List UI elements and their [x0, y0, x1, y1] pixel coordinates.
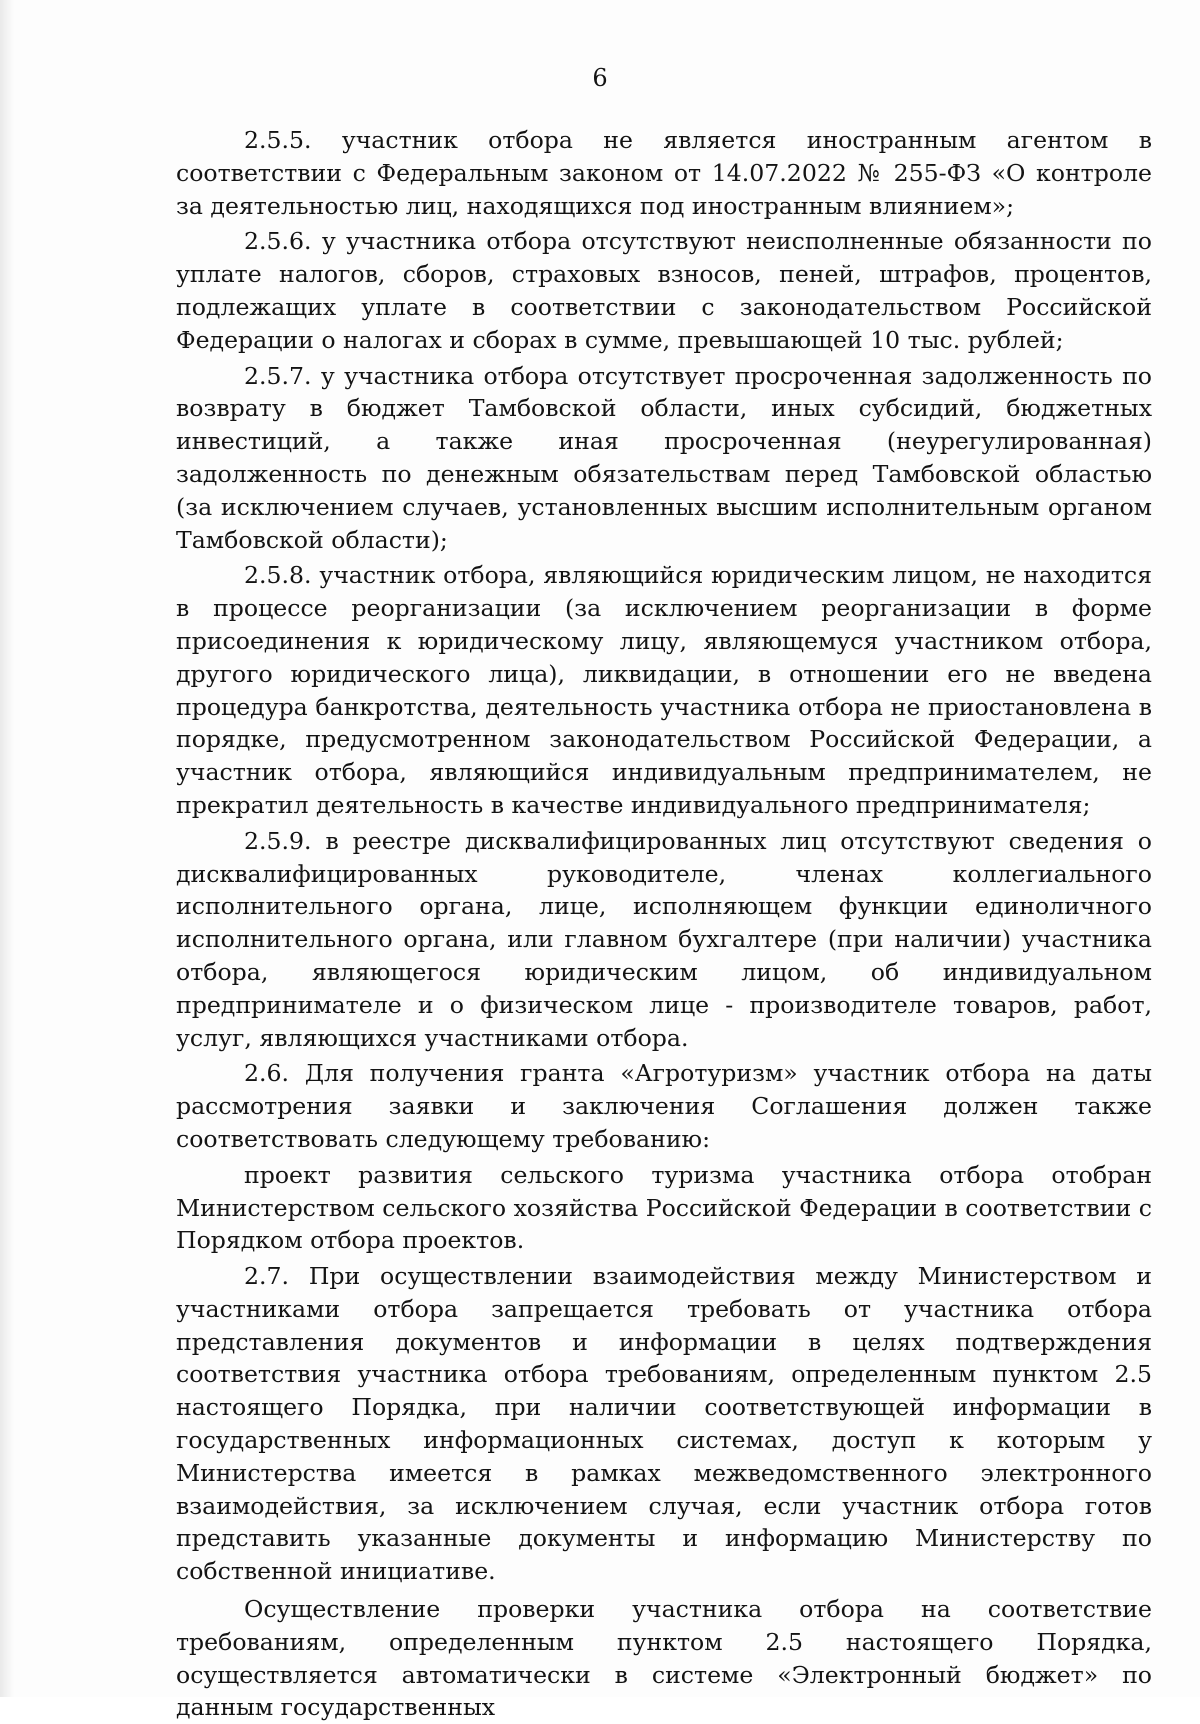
paragraph-2-5-7: 2.5.7. у участника отбора отсутствует просроченная задолженность по возврату в бюджет Тамбовской области, иных субсидий, бюджетных инвестиций, а также иная просроченная (неурегулированная) задолженность по денежным обязательствам перед Тамбовской областью (за исключением случаев, установленных высшим исполнительным органом Тамбовской области);: [176, 361, 1152, 554]
page-number: 6: [592, 64, 608, 92]
paragraph-2-5-9: 2.5.9. в реестре дисквалифицированных лиц отсутствуют сведения о дисквалифицированных руководителе, членах коллегиального исполнительного органа, лице, исполняющем функции единоличного исполнительного органа, или главном бухгалтере (при наличии) участника отбора, являющегося юридическим лицом, об индивидуальном предпринимателе и о физическом лице - производителе товаров, работ, услуг, являющихся участниками отбора.: [176, 826, 1152, 1052]
paragraph-2-7: 2.7. При осуществлении взаимодействия между Министерством и участниками отбора запрещается требовать от участника отбора представления документов и информации в целях подтверждения соответствия участника отбора требованиям, определенным пунктом 2.5 настоящего Порядка, при наличии соответствующей информации в государственных информационных системах, доступ к которым у Министерства имеется в рамках межведомственного электронного взаимодействия, за исключением случая, если участник отбора готов представить указанные документы и информацию Министерству по собственной инициативе.: [176, 1262, 1152, 1586]
paragraph-2-5-6: 2.5.6. у участника отбора отсутствуют неисполненные обязанности по уплате налогов, сборов, страховых взносов, пеней, штрафов, процентов, подлежащих уплате в соответствии с законодательством Российской Федерации о налогах и сборах в сумме, превышающей 10 тыс. рублей;: [176, 227, 1152, 354]
paragraph-2-6: 2.6. Для получения гранта «Агротуризм» участник отбора на даты рассмотрения заявки и заключения Соглашения должен также соответствовать следующему требованию:: [176, 1059, 1152, 1153]
scan-edge-shadow: [0, 0, 14, 1697]
paragraph-verification: Осуществление проверки участника отбора на соответствие требованиям, определенным пунктом 2.5 настоящего Порядка, осуществляется автоматически в системе «Электронный бюджет» по данным государственных: [176, 1595, 1152, 1722]
document-body: [176, 124, 1152, 1724]
paragraph-2-5-5: 2.5.5. участник отбора не является иностранным агентом в соответствии с Федеральным законом от 14.07.2022 № 255-ФЗ «О контроле за деятельностью лиц, находящихся под иностранным влиянием»;: [176, 126, 1152, 220]
paragraph-2-6-requirement: проект развития сельского туризма участника отбора отобран Министерством сельского хозяйства Российской Федерации в соответствии с Порядком отбора проектов.: [176, 1160, 1152, 1255]
paragraph-2-5-8: 2.5.8. участник отбора, являющийся юридическим лицом, не находится в процессе реорганизации (за исключением реорганизации в форме присоединения к юридическому лицу, являющемуся участником отбора, другого юридического лица), ликвидации, в отношении его не введена процедура банкротства, деятельность участника отбора не приостановлена в порядке, предусмотренном законодательством Российской Федерации, а участник отбора, являющийся индивидуальным предпринимателем, не прекратил деятельность в качестве индивидуального предпринимателя;: [176, 561, 1152, 819]
